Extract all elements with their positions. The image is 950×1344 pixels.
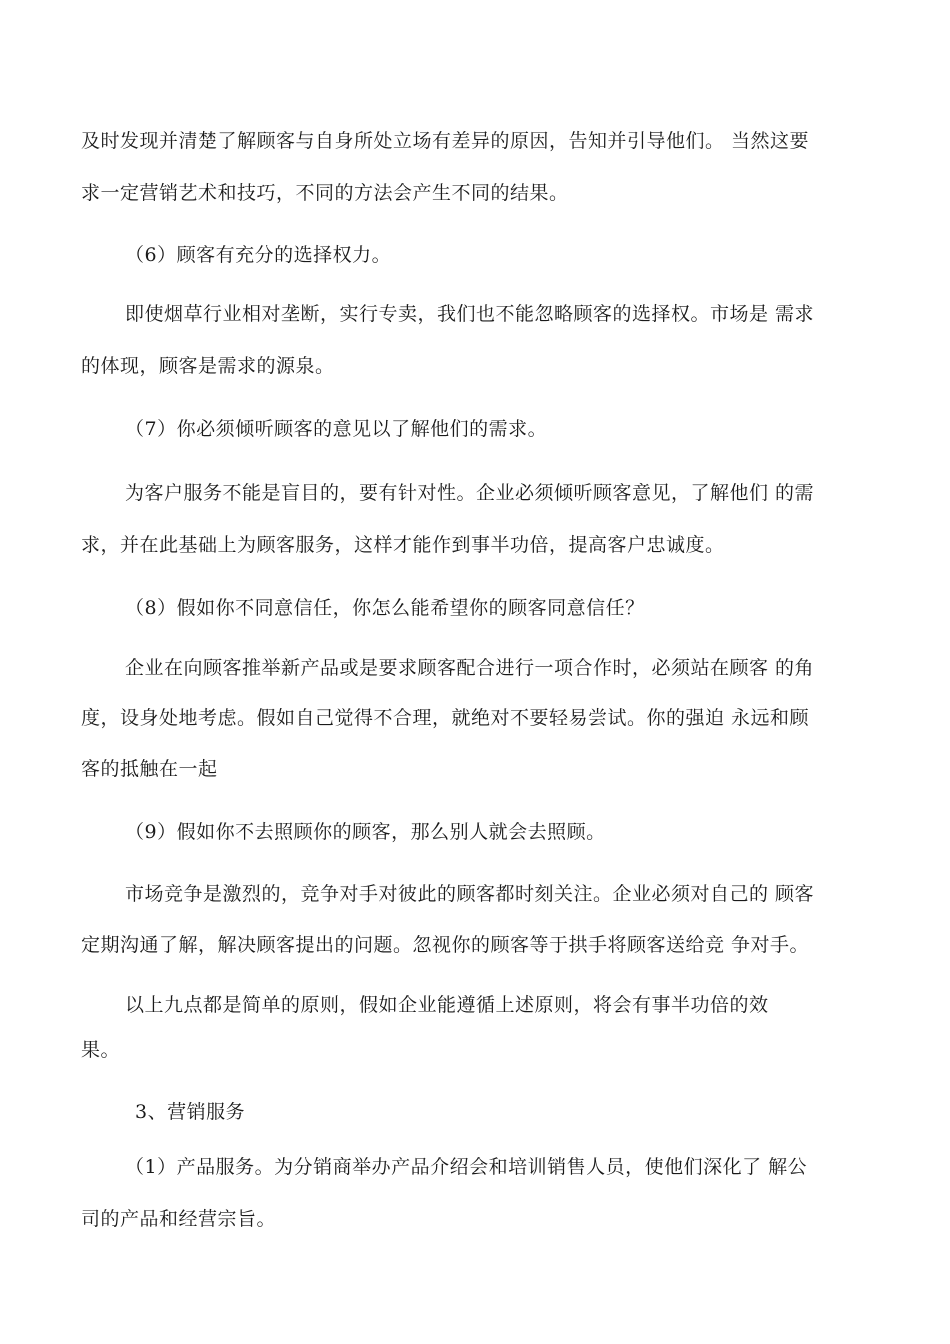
- section-heading: （6）顾客有充分的选择权力。: [125, 244, 392, 266]
- paragraph-line: 为客户服务不能是盲目的，要有针对性。企业必须倾听顾客意见，了解他们 的需: [125, 482, 815, 504]
- paragraph-line: 司的产品和经营宗旨。: [81, 1208, 277, 1230]
- paragraph-line: 果。: [81, 1039, 121, 1061]
- paragraph-line: 定期沟通了解，解决顾客提出的问题。忽视你的顾客等于拱手将顾客送给竞 争对手。: [81, 934, 810, 956]
- paragraph-line: 市场竞争是激烈的，竞争对手对彼此的顾客都时刻关注。企业必须对自己的 顾客: [125, 883, 815, 905]
- section-heading: （9）假如你不去照顾你的顾客，那么别人就会去照顾。: [125, 821, 606, 843]
- paragraph-line: 及时发现并清楚了解顾客与自身所处立场有差异的原因，告知并引导他们。 当然这要: [81, 130, 810, 152]
- section-heading: （7）你必须倾听顾客的意见以了解他们的需求。: [125, 418, 548, 440]
- section-heading: （8）假如你不同意信任，你怎么能希望你的顾客同意信任？: [125, 597, 645, 619]
- paragraph-line: 即使烟草行业相对垄断，实行专卖，我们也不能忽略顾客的选择权。市场是 需求: [125, 303, 815, 325]
- paragraph-line: 求一定营销艺术和技巧，不同的方法会产生不同的结果。: [81, 182, 569, 204]
- paragraph-line: 的体现，顾客是需求的源泉。: [81, 355, 335, 377]
- section-heading: 3、营销服务: [135, 1101, 246, 1123]
- paragraph-line: （1）产品服务。为分销商举办产品介绍会和培训销售人员，使他们深化了 解公: [125, 1156, 808, 1178]
- paragraph-line: 以上九点都是简单的原则，假如企业能遵循上述原则，将会有事半功倍的效: [125, 994, 769, 1016]
- paragraph-line: 企业在向顾客推举新产品或是要求顾客配合进行一项合作时，必须站在顾客 的角: [125, 657, 815, 679]
- paragraph-line: 求，并在此基础上为顾客服务，这样才能作到事半功倍，提高客户忠诚度。: [81, 534, 725, 556]
- paragraph-line: 度，设身处地考虑。假如自己觉得不合理，就绝对不要轻易尝试。你的强迫 永远和顾: [81, 707, 810, 729]
- paragraph-line: 客的抵触在一起: [81, 758, 218, 780]
